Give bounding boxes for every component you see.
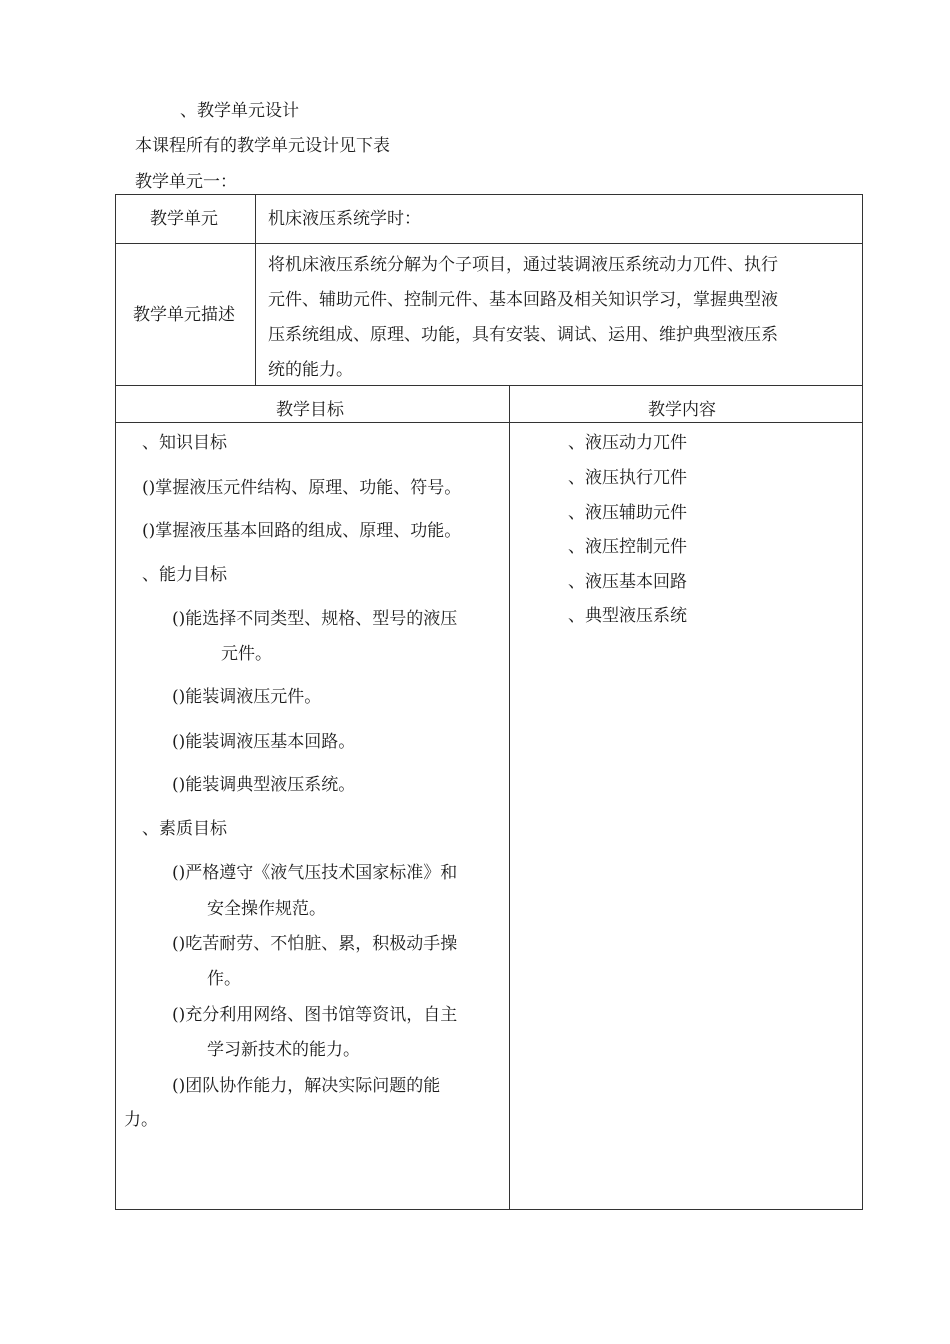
content-item: 、液压控制元件 xyxy=(568,537,687,557)
table-border-bottom xyxy=(115,1209,863,1210)
table-border-row2 xyxy=(115,385,863,386)
goal-heading-ability: 、能力目标 xyxy=(142,565,227,585)
goal-item-continued: 安全操作规范。 xyxy=(207,899,326,919)
unit-description-line: 元件、辅助元件、控制元件、基本回路及相关知识学习，掌握典型液 xyxy=(268,290,778,310)
goal-item: ()能装调液压基本回路。 xyxy=(172,732,356,752)
table-border-top xyxy=(115,194,863,195)
goal-item: ()掌握液压基本回路的组成、原理、功能。 xyxy=(142,521,462,541)
content-item: 、液压动力兀件 xyxy=(568,433,687,453)
goal-item: ()吃苦耐劳、不怕脏、累，积极动手操 xyxy=(172,934,458,954)
goal-item: ()严格遵守《液气压技术国家标准》和 xyxy=(172,863,458,883)
goal-heading-knowledge: 、知识目标 xyxy=(142,433,227,453)
table-divider-columns xyxy=(509,385,510,1210)
unit-description-line: 将机床液压系统分解为个子项目，通过装调液压系统动力兀件、执行 xyxy=(268,255,778,275)
goal-item-continued: 作。 xyxy=(207,969,241,989)
intro-text: 本课程所有的教学单元设计见下表 xyxy=(135,136,390,156)
goal-item: ()能装调液压元件。 xyxy=(172,687,322,707)
goals-header: 教学目标 xyxy=(276,400,344,420)
goal-item: ()能装调典型液压系统。 xyxy=(172,775,356,795)
table-border-header xyxy=(115,422,863,423)
unit-caption: 教学单元一： xyxy=(135,172,237,192)
goal-item-continued: 学习新技术的能力。 xyxy=(207,1040,360,1060)
unit-value: 机床液压系统学时： xyxy=(268,209,421,229)
unit-description-line: 统的能力。 xyxy=(268,360,353,380)
unit-description-line: 压系统组成、原理、功能，具有安装、调试、运用、维护典型液压系 xyxy=(268,325,778,345)
content-header: 教学内容 xyxy=(648,400,716,420)
section-heading: 、教学单元设计 xyxy=(180,101,299,121)
content-item: 、液压辅助元件 xyxy=(568,503,687,523)
table-border-left xyxy=(115,194,116,1210)
goal-item-continued: 力。 xyxy=(124,1110,158,1130)
table-border-right xyxy=(862,194,863,1210)
unit-label: 教学单元 xyxy=(150,209,218,229)
table-divider-label xyxy=(255,194,256,385)
goal-item: ()充分利用网络、图书馆等资讯，自主 xyxy=(172,1005,458,1025)
unit-description-label: 教学单元描述 xyxy=(133,305,235,325)
table-border-row1 xyxy=(115,243,863,244)
content-item: 、液压基本回路 xyxy=(568,572,687,592)
goal-item-continued: 元件。 xyxy=(221,644,272,664)
goal-heading-quality: 、素质目标 xyxy=(142,819,227,839)
goal-item: ()团队协作能力，解决实际问题的能 xyxy=(172,1076,441,1096)
goal-item: ()能选择不同类型、规格、型号的液压 xyxy=(172,609,458,629)
goal-item: ()掌握液压元件结构、原理、功能、符号。 xyxy=(142,478,462,498)
content-item: 、典型液压系统 xyxy=(568,606,687,626)
content-item: 、液压执行兀件 xyxy=(568,468,687,488)
